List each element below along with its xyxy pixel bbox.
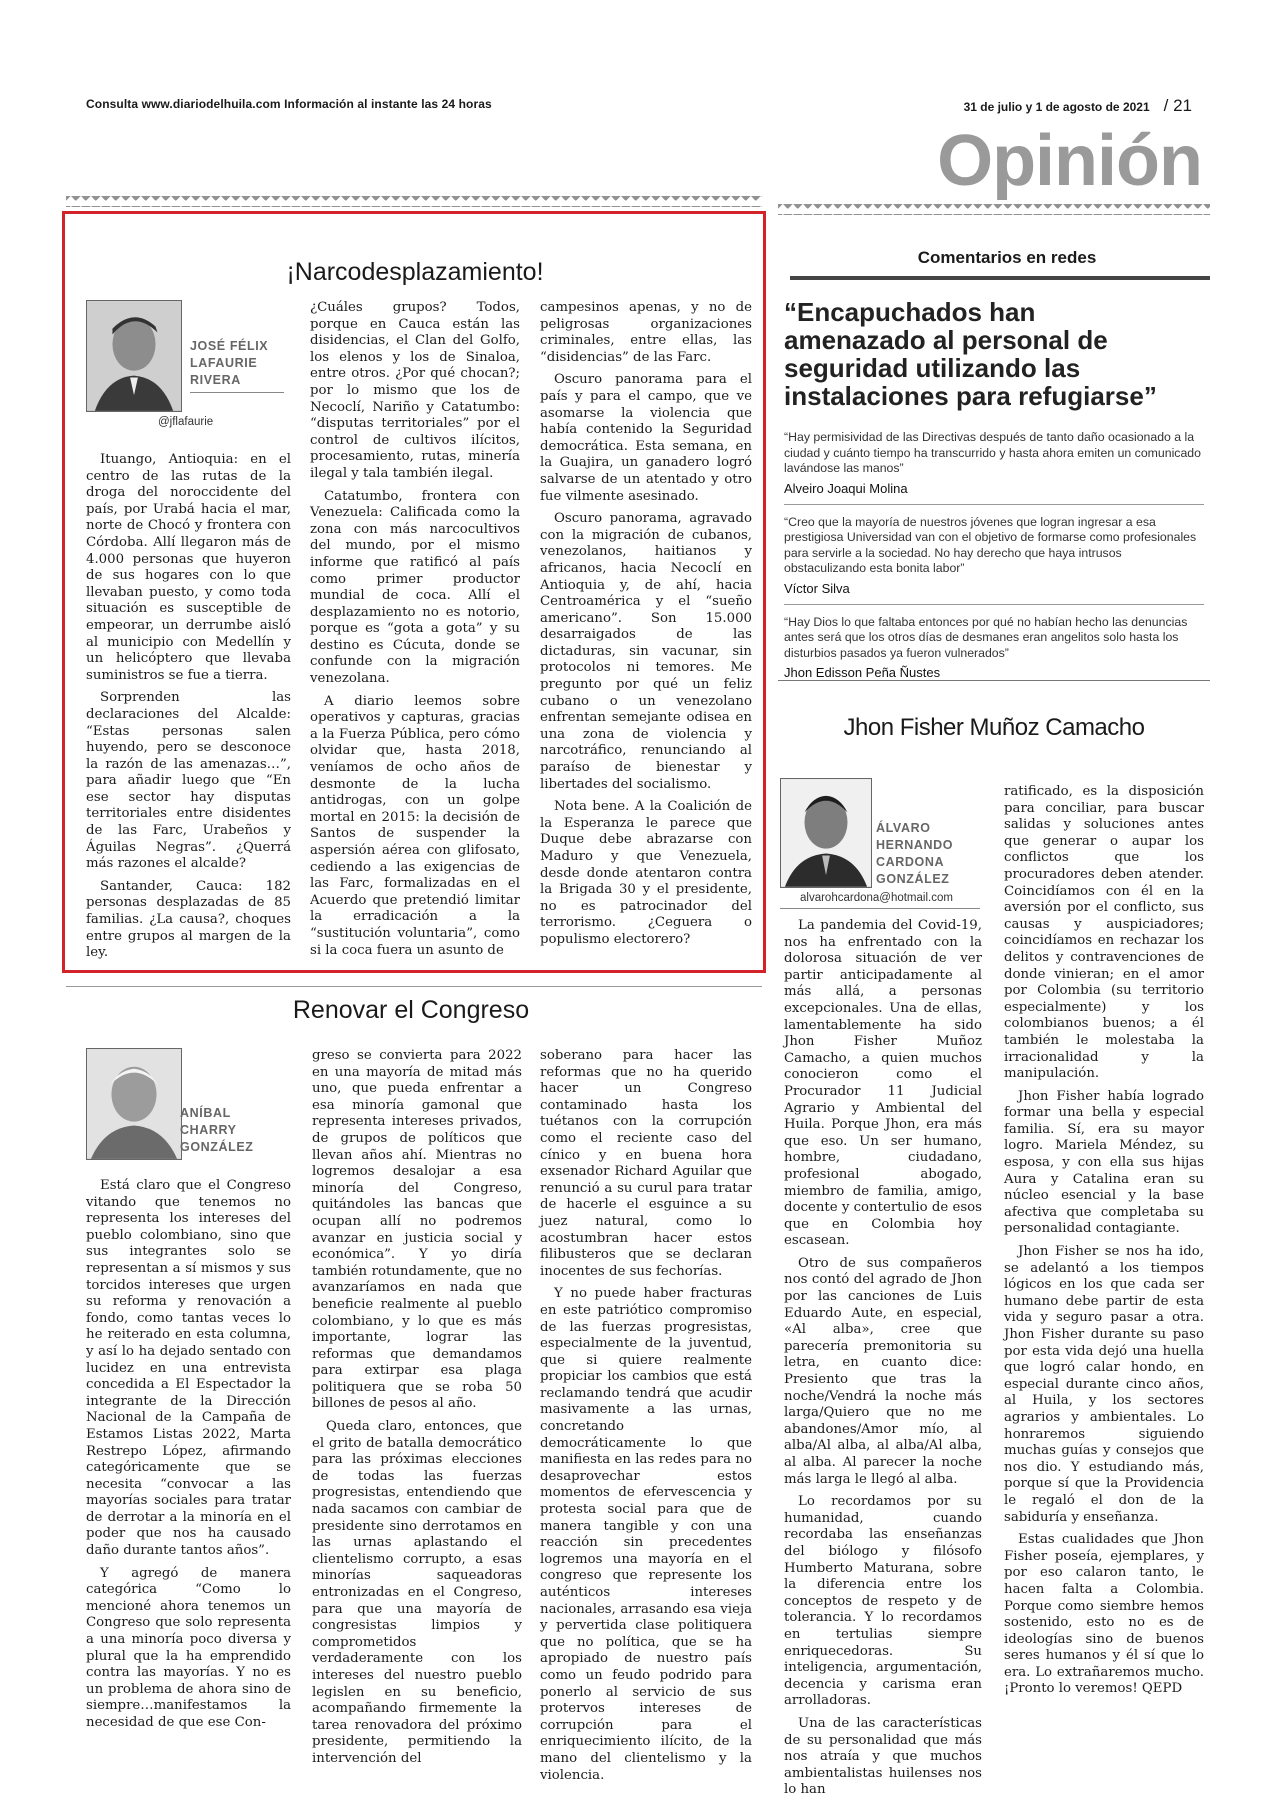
article3-col2 xyxy=(1004,784,1204,1704)
date-text: 31 de julio y 1 de agosto de 2021 xyxy=(963,100,1150,114)
paragraph: Está claro que el Congreso vitando que tenemos no representa los intereses del pueblo colombiano, sino que sus integrantes solo se representan a sí mismos y sus torcidos intereses que urgen su reforma y renovación a fondo, como tantas veces lo he reiterado en esta columna, y así lo ha dejado sentado con lucidez en una entrevista concedida a El Espectador la integrante de la Dirección Nacional de la Campaña de Estamos Listas 2022, Marta Restrepo López, afirmando categóricamente que se necesita “convocar a las mayorías sociales para tratar de derrotar a la minoría en el poder que nos ha causado daño durante tantos años”. xyxy=(86,1178,291,1559)
article3-col1 xyxy=(784,918,982,1805)
comment-item xyxy=(784,430,1204,496)
comment-author: Víctor Silva xyxy=(784,580,850,596)
article1-col1 xyxy=(86,452,291,968)
author-line: RIVERA xyxy=(190,373,241,387)
author-photo-charry xyxy=(86,1048,182,1160)
author-line: GONZÁLEZ xyxy=(876,872,950,886)
paragraph: Nota bene. A la Coalición de la Esperanza le parece que Duque debe abrazarse con Maduro y que Venezuela, desde donde atentaron contra la Brigada 30 y el presidente, no es patrocinador del terrorismo. ¿Ceguera o populismo electorero? xyxy=(540,799,752,947)
author-email: alvarohcardona@hotmail.com xyxy=(800,892,953,904)
article1-title: ¡Narcodesplazamiento! xyxy=(286,258,544,286)
paragraph: Y no puede haber fracturas en este patriótico compromiso de las fuerzas progresistas, especialmente de la juventud, que si quiere realmente propiciar los cambios que está reclamando tendrá que acudir masivamente a las urnas, concretando democráticamente lo que manifiesta en las redes para no desaprovechar estos momentos de efervescencia y protesta social para que de manera tangible y con una reacción sin precedentes logremos una mayoría en el congreso que represente los auténticos intereses nacionales, arrasando esa vieja y pervertida clase politiquera que no política, que se ha apropiado de nuestro país como un feudo podrido para ponerlo al servicio de sus protervos intereses de corrupción para el enriquecimiento ilícito, de la mano del clientelismo y la violencia. xyxy=(540,1286,752,1783)
paragraph: Ituango, Antioquia: en el centro de las rutas de la droga del noroccidente del país, por Urabá hacia el mar, norte de Chocó y frontera con Córdoba. Allí llegaron más de 4.000 personas que huyeron de sus hogares con lo que llevaban puesto, y como toda situación es susceptible de empeorar, un derrumbe aisló al municipio con Medellín y un helicóptero que llevaba suministros se fue a tierra. xyxy=(86,452,291,683)
portrait-icon xyxy=(781,779,871,887)
author-line: CHARRY xyxy=(180,1123,237,1137)
comment-separator xyxy=(784,504,1204,505)
comments-heading: Comentarios en redes xyxy=(917,248,1097,267)
comment-text: “Hay permisividad de las Directivas después de tanto daño ocasionado a la ciudad y cuánto tiempo ha transcurrido y hasta ahora emiten un comunicado lavándose las manos” xyxy=(784,430,1201,475)
paragraph: Oscuro panorama para el país y para el campo, que ve asomarse la violencia que había contenido la Seguridad democrática. Esta semana, en la Guajira, un ganadero logró salvarse de un atentado y otro fue vilmente asesinado. xyxy=(540,372,752,504)
article2-col1 xyxy=(86,1178,291,1738)
comment-item xyxy=(784,615,1204,681)
comment-separator xyxy=(784,604,1204,605)
comments-list xyxy=(784,430,1204,680)
article1-col2 xyxy=(310,300,520,965)
section-rule xyxy=(778,680,1210,681)
author-line: HERNANDO xyxy=(876,838,954,852)
paragraph: ¿Cuáles grupos? Todos, porque en Cauca están las disidencias, el Clan del Golfo, los elenos y los de Sinaloa, entre otros. ¿Por qué chocan?; por lo mismo que los de Necoclí, Nariño y Catatumbo: “disputas territoriales” por el control de cultivos ilícitos, procesamiento, rutas, minería ilegal y tala también ilegal. xyxy=(310,300,520,481)
portrait-icon xyxy=(87,301,181,411)
comment-author: Jhon Edisson Peña Ñustes xyxy=(784,665,941,680)
paragraph: ratificado, es la disposición para conciliar, para buscar salidas y soluciones antes que generar o aupar los conflictos que los procuradores deben atender. Coincidíamos con él en la aversión por el conflicto, sus causas y auspiciadores; coincidíamos en rechazar los delitos y contravenciones de donde vinieran; en el amor por Colombia (su territorio especialmente) y los colombianos buenos; a él también le molestaba la irracionalidad y la manipulación. xyxy=(1004,784,1204,1082)
paragraph: Lo recordamos por su humanidad, cuando recordaba las enseñanzas del biólogo y filósofo Humberto Maturana, sobre la diferencia entre los conceptos de respeto y de tolerancia. Y lo recordamos en tertulias siempre enriquecedoras. Su inteligencia, argumentación, decencia y carisma eran arrolladoras. xyxy=(784,1494,982,1709)
comment-item xyxy=(784,515,1204,596)
author-photo-cardona xyxy=(780,778,872,888)
paragraph: Queda claro, entonces, que el grito de batalla democrático para las próximas elecciones de todas las fuerzas progresistas, entendiendo que nada sacamos con cambiar de presidente sino derrotamos en las urnas aplastando el clientelismo corrupto, a esas minorías saqueadoras entronizadas en el Congreso, para que una mayoría de congresistas limpios y comprometidos verdaderamente con los intereses del nuestro pueblo legislen en su beneficio, acompañando firmemente la tarea renovadora del próximo presidente, permitiendo la intervención del xyxy=(312,1419,522,1766)
site-line: Consulta www.diariodelhuila.com Información al instante las 24 horas xyxy=(86,97,492,111)
comment-text: “Hay Dios lo que faltaba entonces por qué no habían hecho las denuncias antes será que los otros días de desmanes eran angelitos solo hasta los disturbios pasados ya fueron vulnerados” xyxy=(784,614,1188,660)
zigzag-divider-right xyxy=(778,204,1210,215)
author-line: CARDONA xyxy=(876,855,945,869)
author-line: ÁLVARO xyxy=(876,821,931,835)
paragraph: Sorprenden las declaraciones del Alcalde: “Estas personas salen huyendo, pero se desconoce la razón de las amenazas…”, para añadir luego que “En ese sector hay disputas territoriales entre disidentes de las Farc, Urabeños y Águilas Negras”. ¿Querrá más razones el alcalde? xyxy=(86,690,291,872)
author-photo-lafaurie xyxy=(86,300,182,412)
section-rule xyxy=(66,986,762,987)
paragraph: Santander, Cauca: 182 personas desplazadas de 85 familias. ¿La causa?, choques entre grupos al margen de la ley. xyxy=(86,878,291,961)
zigzag-divider-left xyxy=(66,196,762,207)
author-handle: @jflafaurie xyxy=(158,416,214,428)
paragraph: Catatumbo, frontera con Venezuela: Calificada como la zona con más narcocultivos del mundo, por el mismo informe que ratificó al país como primer productor mundial de coca. Allí el desplazamiento no es notorio, porque es “gota a gota” y su destino es Cúcuta, donde se confunde con la migración venezolana. xyxy=(310,488,520,687)
issue-date xyxy=(964,96,1192,116)
comment-text: “Creo que la mayoría de nuestros jóvenes que logran ingresar a esa prestigiosa Universidad van con el objetivo de formarse como profesionales para servirle a la sociedad. No hay derecho que haya intrusos obstaculizando esta bonita labor” xyxy=(784,514,1197,575)
author-name-lafaurie xyxy=(190,338,268,389)
page-number: / 21 xyxy=(1163,96,1192,115)
paragraph: greso se convierta para 2022 en una mayoría de mitad más uno, que pueda enfrentar a esa minoría gamonal que representa intereses privados, de grupos de políticos que llevan años ahí. Mientras no logremos desalojar a esa minoría del Congreso, quitándoles las bancas que ocupan allí no podremos avanzar en justicia social y económica”. Y yo diría también rotundamente, que no avanzaríamos en nada que beneficie realmente al pueblo colombiano, y lo que es más importante, lograr las reformas que demandamos para extirpar esa plaga politiquera que se roba 50 billones de pesos al año. xyxy=(312,1048,522,1412)
author-name-cardona xyxy=(876,820,953,888)
paragraph: Estas cualidades que Jhon Fisher poseía, ejemplares, y por eso calaron tanto, le hacen falta a Colombia. Porque como siembre hemos sostenido, esto no es de ideologías sino de buenos seres humanos y él sí que lo era. Lo extrañaremos mucho. ¡Pronto lo veremos! QEPD xyxy=(1004,1532,1204,1697)
article2-col3 xyxy=(540,1048,752,1790)
article2-title: Renovar el Congreso xyxy=(292,996,530,1024)
comments-pull-quote: “Encapuchados han amenazado al personal de seguridad utilizando las instalaciones para refugiarse” xyxy=(784,297,1157,411)
author-line: ANÍBAL xyxy=(180,1106,231,1120)
author-line: LAFAURIE xyxy=(190,356,258,370)
comment-author: Alveiro Joaqui Molina xyxy=(784,480,908,496)
paragraph: La pandemia del Covid-19, nos ha enfrentado con la dolorosa situación de ver partir anticipadamente al más allá, a personas excepcionales. Una de ellas, lamentablemente ha sido Jhon Fisher Muñoz Camacho, a quien muchos conocieron como el Procurador 11 Judicial Agrario y Ambiental del Huila. Porque Jhon, era más que eso. Un ser humano, hombre, ciudadano, profesional abogado, miembro de familia, amigo, docente y contertulio de esos que en Colombia hoy escasean. xyxy=(784,918,982,1249)
paragraph: Una de las características de su personalidad que más nos atraía y que muchos ambientalistas huilenses nos lo han xyxy=(784,1715,982,1798)
article1-col3 xyxy=(540,300,752,955)
paragraph: soberano para hacer las reformas que no ha querido hacer un Congreso contaminado hasta los tuétanos con la corrupción como el reciente caso del cínico y en buena hora exsenador Richard Aguilar que renunció a su curul para tratar de hacerle el esguince a su juez natural, como lo acostumbran hacer estos filibusteros que se declaran inocentes de sus fechorías. xyxy=(540,1048,752,1279)
author-line: JOSÉ FÉLIX xyxy=(190,339,269,353)
section-title: Opinión xyxy=(937,121,1202,201)
author-rule xyxy=(190,392,284,393)
article2-col2 xyxy=(312,1048,522,1774)
paragraph: Y agregó de manera categórica “Como lo mencioné ahora tenemos un Congreso que solo representa a una minoría poco diversa y plural que la ha emprendido contra las mayorías. Y no es un problema de ahora sino de siempre…manifestamos la necesidad de que ese Con- xyxy=(86,1565,291,1730)
paragraph: Jhon Fisher había logrado formar una bella y especial familia. Sí, era su mayor logro. Mariela Méndez, su esposa, y con ella sus hijas Aura y Catalina eran su núcleo esencial y la base afectiva que completaba su personalidad contagiante. xyxy=(1004,1088,1204,1237)
paragraph: Oscuro panorama, agravado con la migración de cubanos, venezolanos, haitianos y africanos, hacia Necoclí en Antioquia y, de ahí, hacia Centroamérica y el “sueño americano”. Son 15.000 desarraigados de las dictaduras, sin vacunar, sin protocolos ni temores. Me pregunto por qué un feliz cubano o un venezolano enfrentan semejante odisea en una zona de violencia y narcotráfico, renunciando al paraíso de bienestar y libertades del socialismo. xyxy=(540,511,752,792)
portrait-icon xyxy=(87,1049,181,1159)
paragraph: campesinos apenas, y no de peligrosas organizaciones criminales, entre ellas, las “disidencias” de las Farc. xyxy=(540,300,752,365)
paragraph: A diario leemos sobre operativos y capturas, gracias a la Fuerza Pública, pero cómo olvidar que, hasta 2018, veníamos de ocho años de desmonte de la lucha antidrogas, con un golpe mortal en 2015: la decisión de Santos de suspender la aspersión aérea con glifosato, cediendo a las exigencias de las Farc, formalizadas en el Acuerdo que pretendió limitar la erradicación a la “sustitución voluntaria”, como si la coca fuera un asunto de xyxy=(310,693,520,958)
author-line: GONZÁLEZ xyxy=(180,1140,254,1154)
author-name-charry xyxy=(180,1105,254,1156)
author-rule xyxy=(780,908,980,909)
comments-rule xyxy=(790,276,1210,280)
article3-title: Jhon Fisher Muñoz Camacho xyxy=(843,714,1145,741)
paragraph: Otro de sus compañeros nos contó del agrado de Jhon por las canciones de Luis Eduardo Aute, en especial, «Al alba», cree que parecería premonitoria su letra, en cuanto dice: Presiento que tras la noche/Vendrá la noche más larga/Quiero que no me abandones/Amor mío, al alba/Al alba, al alba/Al alba, al alba. Al parecer la noche más larga le llegó al alba. xyxy=(784,1255,982,1487)
paragraph: Jhon Fisher se nos ha ido, se adelantó a los tiempos lógicos en los que cada ser humano debe partir de esta vida y seguro pasar a otra. Jhon Fisher durante su paso por esta vida dejó una huella que logró calar hondo, en especial durante cinco años, al Huila, y los sectores agrarios y ambientales. Lo honraremos siguiendo muchas guías y consejos que nos dio. Y estudiando más, porque sí que la Providencia le regaló el don de la sabiduría y enseñanza. xyxy=(1004,1244,1204,1525)
